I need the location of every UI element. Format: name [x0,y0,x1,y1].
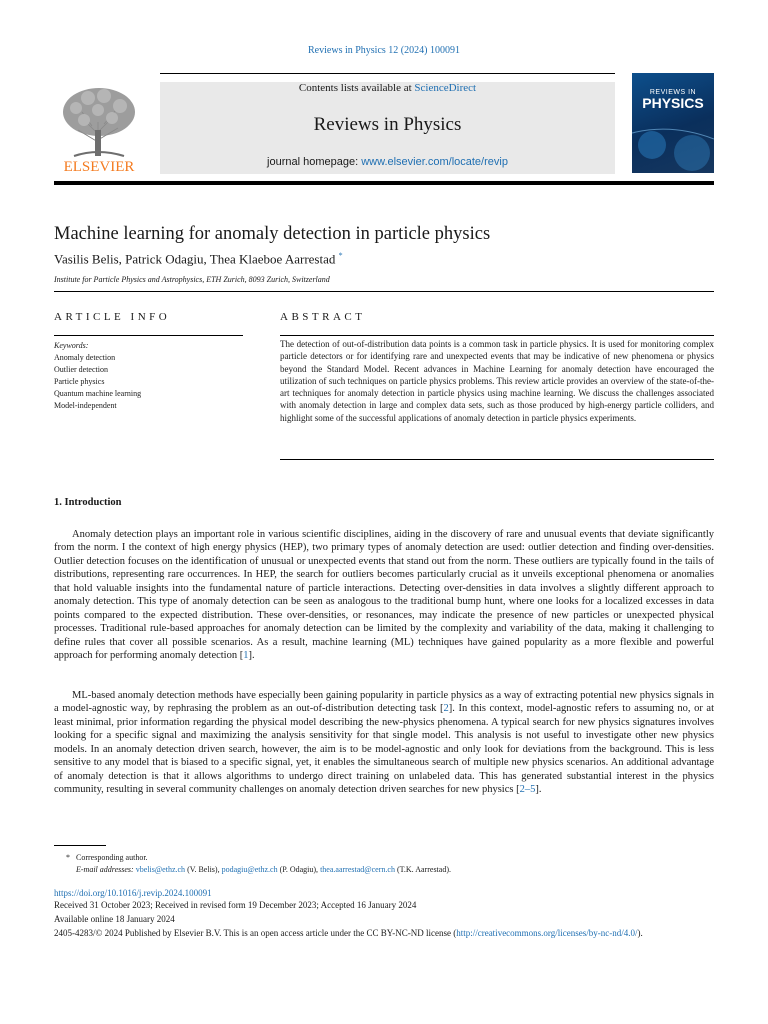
license-text: 2405-4283/© 2024 Published by Elsevier B.V. This is an open access article under the CC BY-NC-ND license ( [54,928,457,938]
elsevier-logo [54,82,144,174]
paper-title: Machine learning for anomaly detection in particle physics [54,224,491,244]
cover-title-line2: PHYSICS [642,95,704,111]
corresponding-author-mark[interactable]: * [338,251,343,260]
intro-paragraph-1 [54,528,714,663]
article-info-rule [54,335,243,336]
license-end: ). [637,928,643,938]
footnote-star: * [66,853,70,862]
para1-text: Anomaly detection plays an important role in various scientific disciplines, aiding in the discovery of rare and unusual events that deviate significantly from the norm. I the context of high energy physics (HEP), two primary types of anomaly detection are used: outlier detection and finding over-densities. Outlier detection focuses on the identification of unusual or unexpected events that stand out from the norm. These outliers are typically found in the tails of distributions, representing rare occurrences. In HEP, the search for outliers becomes particularly crucial as it unveils exceptional phenomena or anomalies that hold valuable insights into the fundamental nature of particle interactions. Detecting over-densities in data involves a slightly different approach to anomaly detection. This type of anomaly detection can be seen as analogous to the traditional bump hunt, where one looks for a localized excesses in data points compared to the expected distribution. These over-densities, or resonances, may indicate the presence of new particles or unexpected physical processes. Traditional rule-based approaches for anomaly detection can be limited by the complexity and variability of the data, making it challenging to define rules that cover all possible scenarios. As a result, machine learning (ML) techniques have gained popularity as a more flexible and powerful approach for performing anomaly detection [ [54,529,714,662]
section-heading-introduction: 1. Introduction [54,497,122,508]
abstract-rule [280,335,714,336]
license-link[interactable]: http://creativecommons.org/licenses/by-nc-nd/4.0/ [456,928,638,938]
para1-end: ]. [248,650,255,662]
contents-line [160,82,615,94]
para2-text-b: ]. In this context, model-agnostic refers to assuming no, or at least minimal, prior information regarding the physical model describing the new-physics phenomena. A typical search for new physics signatures involves looking for a specific signal and maximizing the analysis sensitivity for that single model. This analysis is not useful to investigate other new physics models. In an anomaly detection driven search, however, the aim is to be model-agnostic and only look for deviations from the background. This is less sensitive to any model that is biased to a specific signal, yet, it enables the simultaneous search of multiple new physics scenarios. An additional advantage of anomaly detection is that it allows algorithms to undergo direct training on unlabeled data. This has generated substantial interest in the physics community, resulting in several community challenges on anomaly detection driven searches for new physics [ [54,703,715,796]
corresponding-author-note: Corresponding author. [76,853,148,862]
para2-end: ]. [535,784,542,796]
cover-art-icon [632,73,714,173]
received-dates: Received 31 October 2023; Received in revised form 19 December 2023; Accepted 16 January 2024 [54,900,417,910]
email-link[interactable]: vbelis@ethz.ch [135,865,186,874]
footnote-corresponding [54,853,148,862]
email-owner: (T.K. Aarrestad). [394,865,451,874]
affiliation: Institute for Particle Physics and Astrophysics, ETH Zurich, 8093 Zurich, Switzerland [54,275,330,284]
homepage-prefix: journal homepage: [267,156,362,168]
contents-prefix: Contents lists available at [298,82,415,94]
journal-homepage-link[interactable]: www.elsevier.com/locate/revip [361,156,508,168]
para2-text-a: ML-based anomaly detection methods have especially been gaining popularity in particle physics as a way of extracting potential new physics signals in a model-agnostic way, by rephrasing the problem as an out-of-distribution detecting task [ [54,690,714,715]
keywords-label: Keywords: [54,341,89,350]
title-rule [54,291,714,292]
online-date: Available online 18 January 2024 [54,914,175,924]
footnote-rule [54,845,106,846]
keyword-item: Quantum machine learning [54,389,142,398]
intro-paragraph-2 [54,689,714,797]
email-link[interactable]: thea.aarrestad@cern.ch [320,865,395,874]
citation-link[interactable]: 2–5 [519,784,536,796]
elsevier-wordmark: ELSEVIER [63,159,135,174]
author-list [54,251,343,267]
sciencedirect-link[interactable]: ScienceDirect [414,82,477,94]
homepage-line [160,156,615,168]
article-info-heading: ARTICLE INFO [54,311,171,323]
keywords-list [54,340,141,412]
citation-link[interactable]: 2 [443,703,449,715]
authors-names: Vasilis Belis, Patrick Odagiu, Thea Klaeboe Aarrestad [54,251,336,267]
citation-link[interactable]: 1 [243,650,249,662]
journal-reference-link[interactable]: Reviews in Physics 12 (2024) 100091 [308,45,460,56]
elsevier-tree-icon [54,82,144,174]
header-thick-rule [54,181,714,185]
doi-link[interactable]: https://doi.org/10.1016/j.revip.2024.100091 [54,888,212,898]
license-statement [54,928,714,940]
email-owner: (V. Belis), [185,865,222,874]
keyword-item: Anomaly detection [54,353,116,362]
top-rule [160,73,615,74]
abstract-heading: ABSTRACT [280,311,366,323]
abstract-end-rule [280,459,714,460]
email-owner: (P. Odagiu), [277,865,321,874]
cover-title-line1: REVIEWS IN [649,89,697,96]
footnote-emails [54,865,451,874]
abstract-text: The detection of out-of-distribution data points is a common task in particle physics. It is used for monitoring complex particle detectors or for identifying rare and unexpected events that may be indicative of new phenomena or physics beyond the Standard Model. Recent advances in Machine Learning for anomaly detection have encouraged the utilization of such techniques on particle physics problems. This review article provides an overview of the state-of-the-art techniques for anomaly detection in particle physics using machine learning. We discuss the challenges associated with anomaly detection in large and complex data sets, such as those produced by high-energy particle colliders, and highlight some of the successful applications of anomaly detection in particle physics experiments. [280,339,714,423]
journal-name: Reviews in Physics [313,114,462,135]
email-link[interactable]: podagiu@ethz.ch [221,865,278,874]
keyword-item: Outlier detection [54,365,108,374]
keyword-item: Model-independent [54,401,117,410]
email-label: E-mail addresses: [76,865,134,874]
keyword-item: Particle physics [54,377,105,386]
journal-cover-image[interactable] [632,73,714,173]
